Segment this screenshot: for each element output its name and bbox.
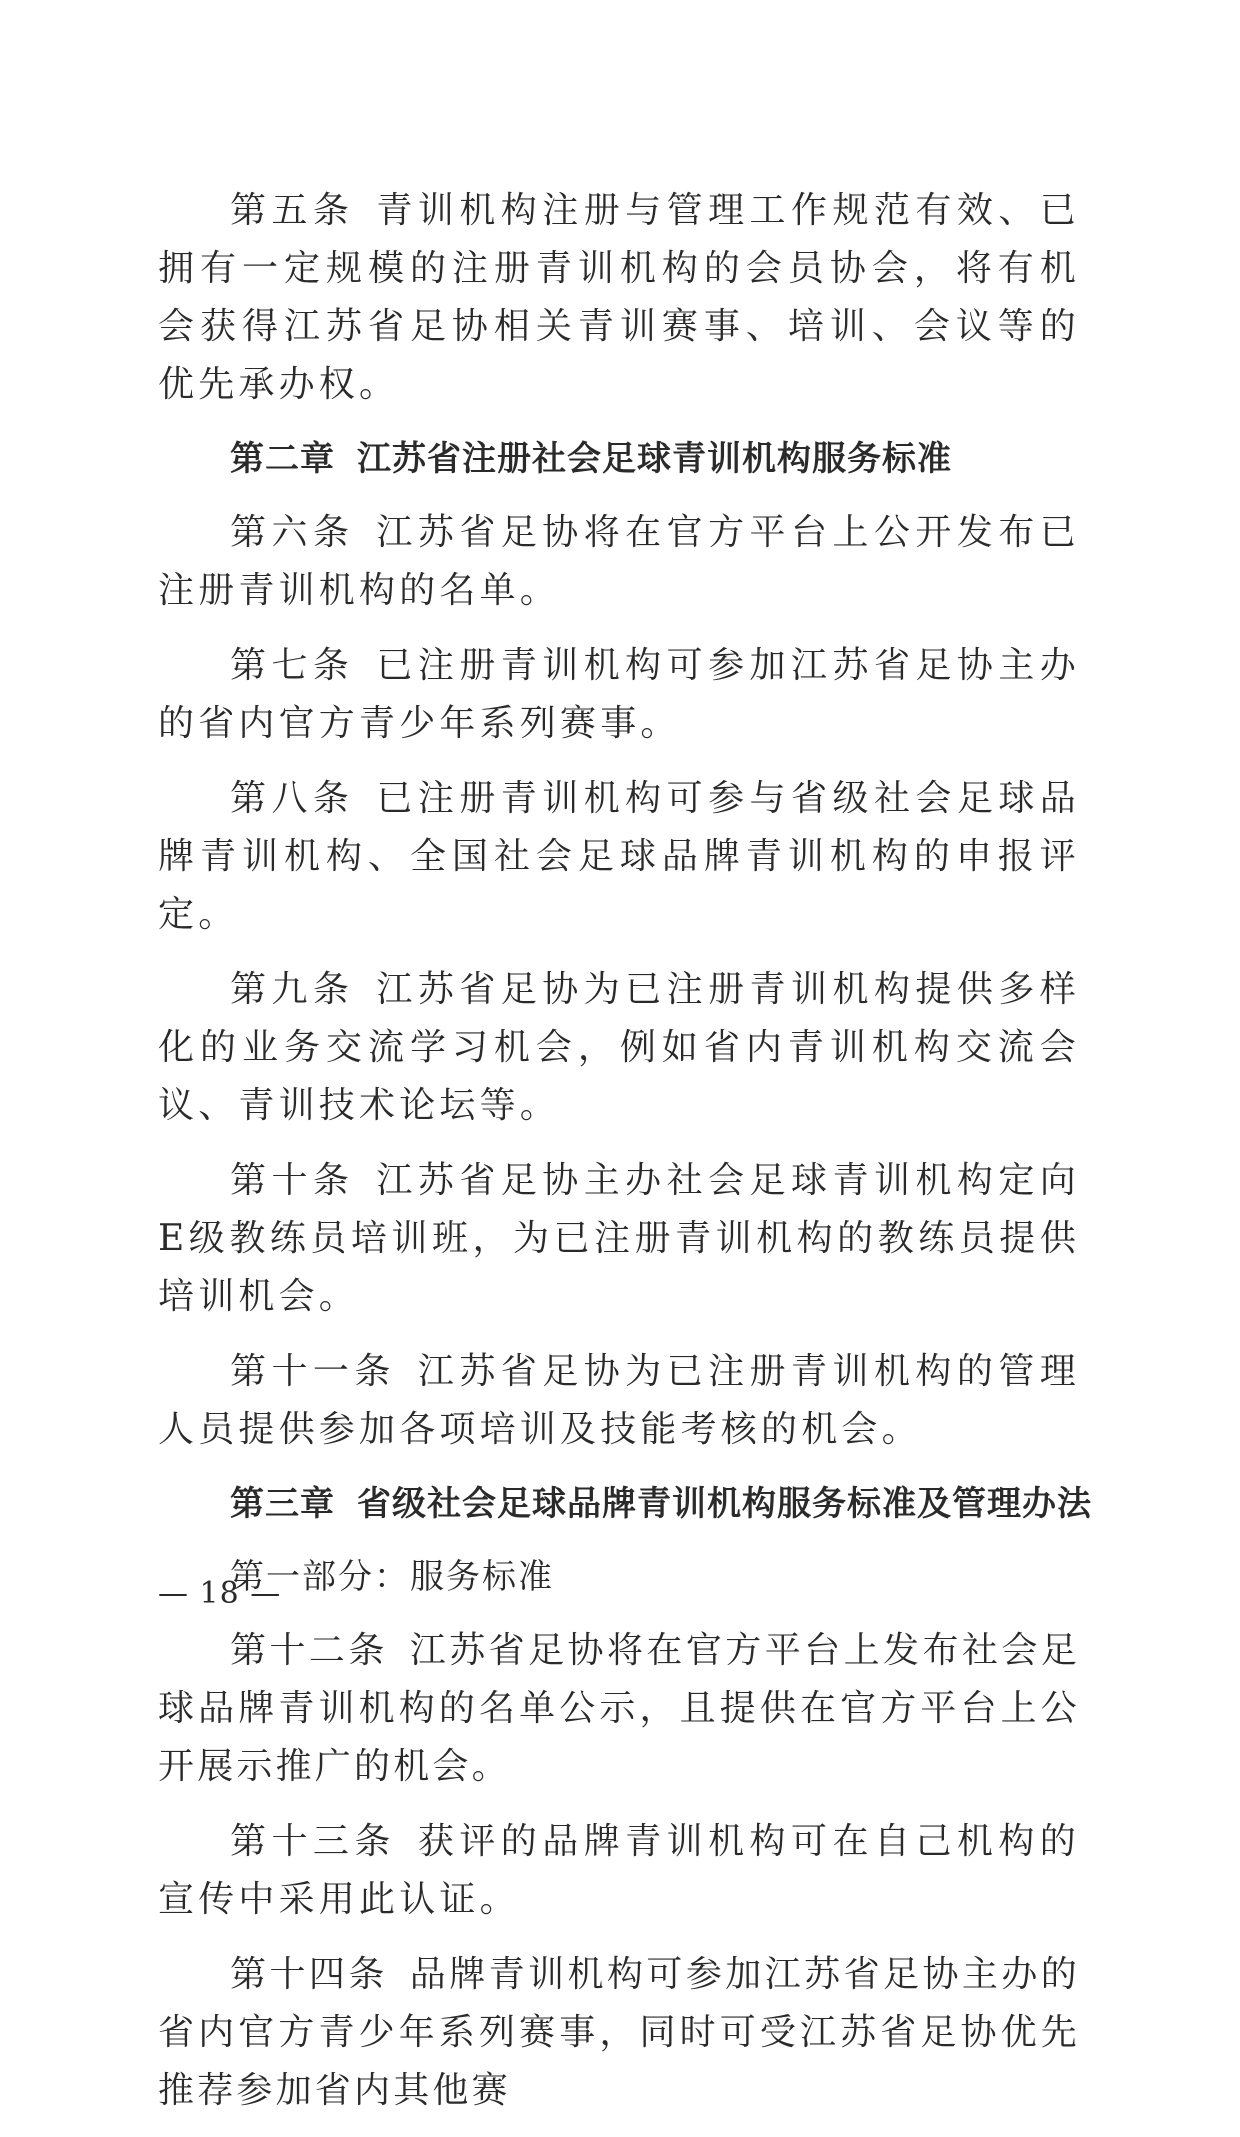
chapter-label: 第三章 [230, 1484, 335, 1524]
article-14 [158, 1946, 1080, 2120]
article-text: 江苏省足协将在官方平台上公开发布已注册青训机构的名单。 [158, 512, 1080, 611]
section-title: 服务标准 [410, 1557, 554, 1597]
article-label: 第九条 [230, 969, 355, 1010]
article-text: 青训机构注册与管理工作规范有效、已拥有一定规模的注册青训机构的会员协会，将有机会获得江苏省足协相关青训赛事、培训、会议等的优先承办权。 [158, 190, 1080, 405]
article-text: 已注册青训机构可参与省级社会足球品牌青训机构、全国社会足球品牌青训机构的申报评定。 [158, 778, 1080, 935]
article-text: 已注册青训机构可参加江苏省足协主办的省内官方青少年系列赛事。 [158, 645, 1080, 744]
article-11 [158, 1343, 1080, 1459]
article-8 [158, 770, 1080, 944]
section-label: 第一部分： [230, 1557, 410, 1597]
section-1-heading [158, 1549, 1080, 1605]
article-text: 江苏省足协将在官方平台上发布社会足球品牌青训机构的名单公示，且提供在官方平台上公开展示推广的机会。 [158, 1630, 1080, 1787]
chapter-3-heading [158, 1476, 1092, 1532]
chapter-title: 省级社会足球品牌青训机构服务标准及管理办法 [357, 1484, 1092, 1524]
article-label: 第十三条 [230, 1821, 396, 1862]
article-text: 江苏省足协为已注册青训机构的管理人员提供参加各项培训及技能考核的机会。 [158, 1351, 1080, 1450]
article-text: 江苏省足协主办社会足球青训机构定向E级教练员培训班，为已注册青训机构的教练员提供培训机会。 [158, 1160, 1080, 1317]
article-text: 获评的品牌青训机构可在自己机构的宣传中采用此认证。 [158, 1821, 1080, 1920]
article-text: 品牌青训机构可参加江苏省足协主办的省内官方青少年系列赛事，同时可受江苏省足协优先推荐参加省内其他赛 [158, 1954, 1080, 2111]
chapter-label: 第二章 [230, 439, 335, 479]
article-label: 第五条 [230, 190, 355, 231]
article-7 [158, 637, 1080, 753]
article-label: 第八条 [230, 778, 355, 819]
article-label: 第十一条 [230, 1351, 396, 1392]
article-9 [158, 961, 1080, 1135]
article-text: 江苏省足协为已注册青训机构提供多样化的业务交流学习机会，例如省内青训机构交流会议、青训技术论坛等。 [158, 969, 1080, 1126]
article-6 [158, 504, 1080, 620]
chapter-title: 江苏省注册社会足球青训机构服务标准 [357, 439, 952, 479]
article-label: 第十二条 [230, 1630, 388, 1671]
article-label: 第十四条 [230, 1954, 388, 1995]
article-13 [158, 1813, 1080, 1929]
article-label: 第六条 [230, 512, 355, 553]
article-12 [158, 1622, 1080, 1796]
article-label: 第七条 [230, 645, 355, 686]
page-number: — 18 — [158, 1576, 282, 1611]
article-5 [158, 182, 1080, 414]
document-page [158, 182, 1092, 2137]
article-label: 第十条 [230, 1160, 355, 1201]
article-10 [158, 1152, 1080, 1326]
chapter-2-heading [158, 431, 1080, 487]
